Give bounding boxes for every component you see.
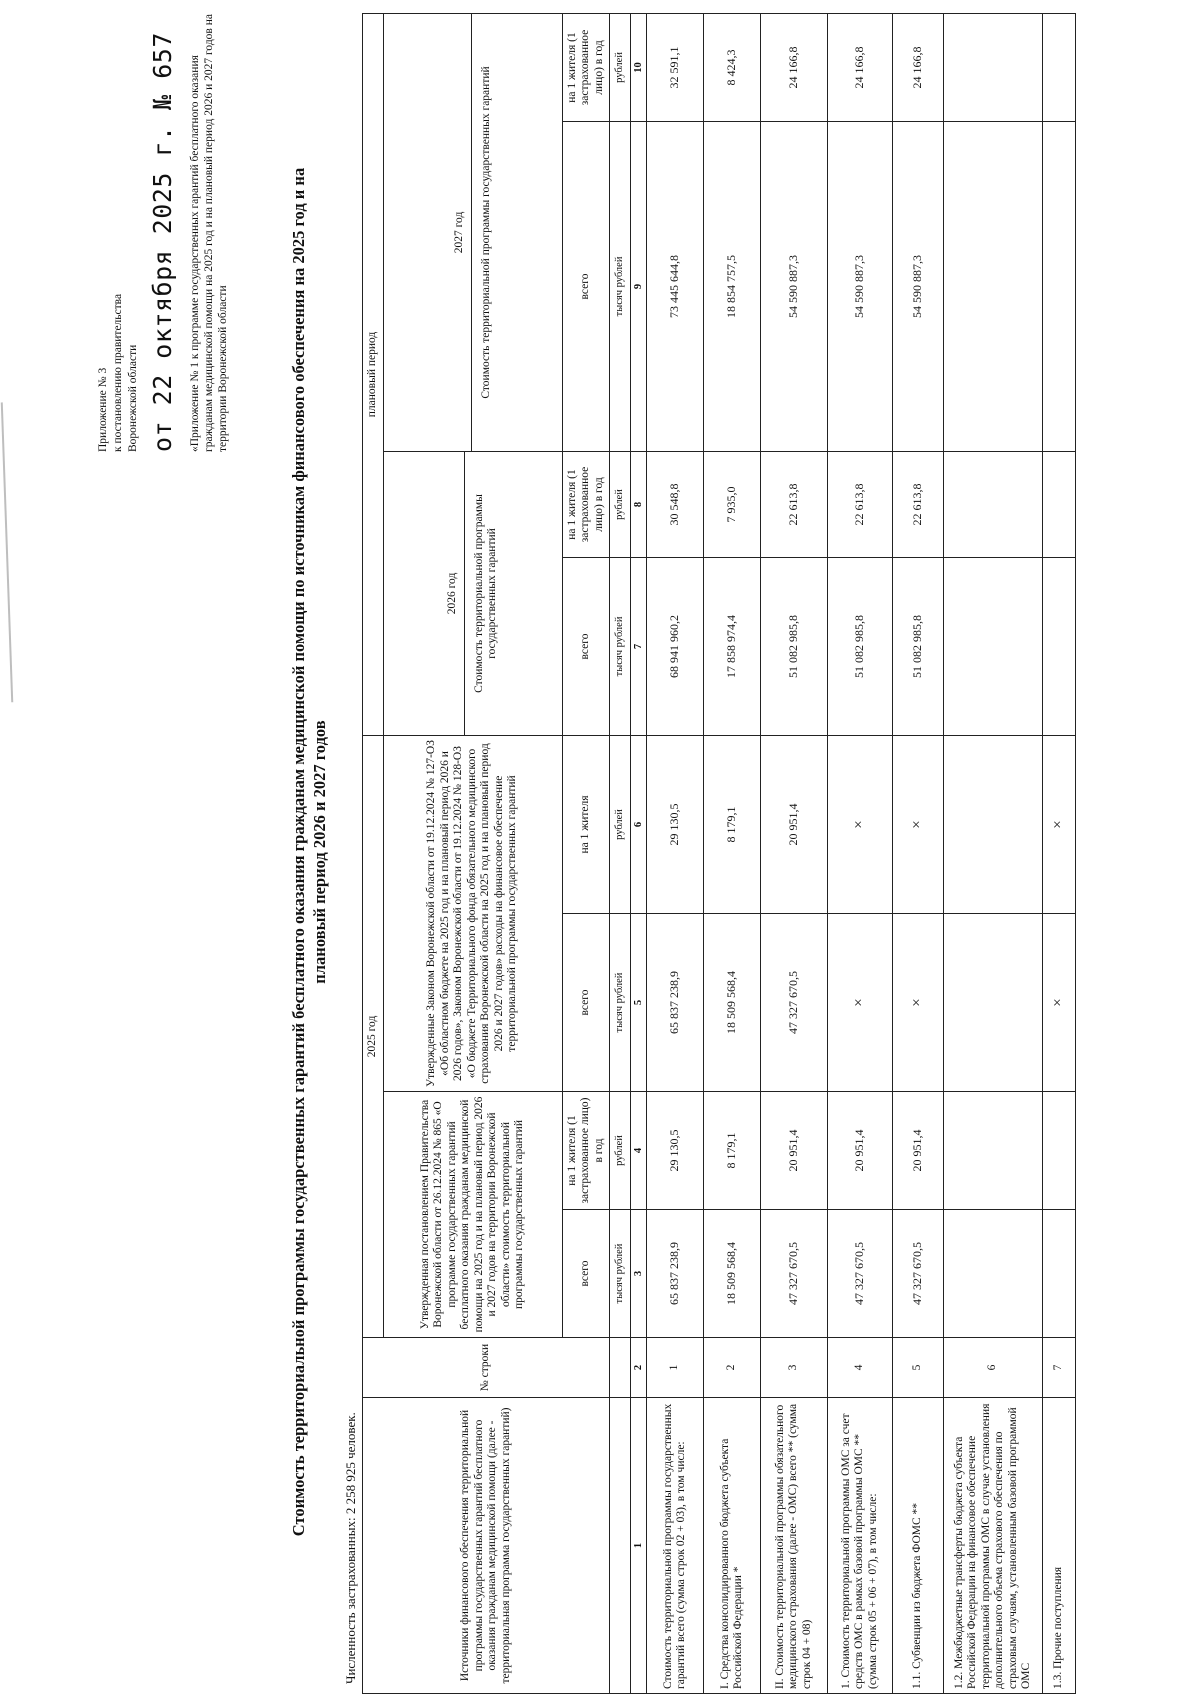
cell-value: 8 179,1 xyxy=(704,735,761,913)
cell-value: 54 590 887,3 xyxy=(761,121,828,451)
cell-value xyxy=(944,557,1043,735)
row-label: 1.1. Субвенции из бюджета ФОМС ** xyxy=(893,1398,944,1694)
cell-value: 18 854 757,5 xyxy=(704,121,761,451)
sub-per-insured: на 1 жителя (1 застрахованное лицо) в год xyxy=(562,451,610,557)
table-row xyxy=(761,13,828,1693)
sub-per-insured: на 1 жителя (1 застрахованное лицо) в год xyxy=(562,13,610,121)
unit-thousand: тысяч рублей xyxy=(610,121,631,451)
header-2025: 2025 год xyxy=(363,735,384,1337)
col-index: 2 xyxy=(630,1338,647,1398)
sub-total: всего xyxy=(562,557,610,735)
cell-value: × xyxy=(828,735,893,913)
scan-artifact-line xyxy=(1,402,31,703)
row-label: 1.3. Прочие поступления xyxy=(1043,1398,1076,1694)
cell-value: 51 082 985,8 xyxy=(761,557,828,735)
header-sources: Источники финансового обеспечения территориальной программы государственных гарантий бесплатного оказания гражданам медицинской помощи (далее - территориальная программа государственных гарантий) xyxy=(363,1398,610,1694)
sub-per-resident: на 1 жителя xyxy=(562,735,610,913)
cell-value: 8 179,1 xyxy=(704,1092,761,1210)
row-number: 2 xyxy=(704,1338,761,1398)
cell-value xyxy=(944,451,1043,557)
cell-value: 54 590 887,3 xyxy=(893,121,944,451)
row-label: 1. Стоимость территориальной программы ОМС за счет средств ОМС в рамках базовой программы ОМС ** (сумма строк 05 + 06 + 07), в том числе: xyxy=(828,1398,893,1694)
unit-rub: рублей xyxy=(610,451,631,557)
cell-value xyxy=(1043,121,1076,451)
cell-value: 32 591,1 xyxy=(647,13,704,121)
row-number: 7 xyxy=(1043,1338,1076,1398)
table-row xyxy=(828,13,893,1693)
col-index: 6 xyxy=(630,735,647,913)
cell-value: 51 082 985,8 xyxy=(828,557,893,735)
row-number: 5 xyxy=(893,1338,944,1398)
header-row-units xyxy=(610,13,631,1693)
appendix-line: Воронежской области xyxy=(127,344,139,452)
appendix2-line: «Приложение № 1 xyxy=(189,362,201,452)
header-row-years xyxy=(363,13,384,1693)
col-index: 8 xyxy=(630,451,647,557)
col-index: 10 xyxy=(630,13,647,121)
table-row xyxy=(704,13,761,1693)
insured-count: Численность застрахованных: 2 258 925 человек. xyxy=(343,1412,358,1684)
row-number: 4 xyxy=(828,1338,893,1398)
col-index: 1 xyxy=(630,1398,647,1694)
sub-total: всего xyxy=(562,914,610,1092)
cell-value: 68 941 960,2 xyxy=(647,557,704,735)
cell-value: 47 327 670,5 xyxy=(893,1210,944,1338)
unit-rub: рублей xyxy=(610,1092,631,1210)
cost-table-wrapper xyxy=(362,14,1076,1694)
row-label: Стоимость территориальной программы государственных гарантий всего (сумма строк 02 + 03), в том числе: xyxy=(647,1398,704,1694)
cell-value: 54 590 887,3 xyxy=(828,121,893,451)
appendix2-line: области xyxy=(217,285,229,324)
cell-value xyxy=(944,13,1043,121)
cell-value: 24 166,8 xyxy=(828,13,893,121)
header-approved-gov: Утвержденная постановлением Правительства Воронежской области от 26.12.2024 № 865 «О программе государственных гарантий бесплатного оказания гражданам медицинской помощи на 2025 год и на плановый период 2026 и 2027 годов на территории Воронежской области» стоимость территориальной программы государственных гарантий xyxy=(383,1092,562,1338)
row-number: 3 xyxy=(761,1338,828,1398)
table-row xyxy=(1043,13,1076,1693)
sub-per-insured: на 1 жителя (1 застрахованное лицо) в год xyxy=(562,1092,610,1210)
cell-value: 20 951,4 xyxy=(828,1092,893,1210)
col-index: 4 xyxy=(630,1092,647,1210)
header-row-indexes xyxy=(630,13,647,1693)
cell-value: 47 327 670,5 xyxy=(761,1210,828,1338)
cell-value: 22 613,8 xyxy=(893,451,944,557)
row-label: II. Стоимость территориальной программы обязательного медицинского страхования (далее - ОМС) всего ** (сумма строк 04 + 08) xyxy=(761,1398,828,1694)
cell-value xyxy=(944,914,1043,1092)
unit-thousand: тысяч рублей xyxy=(610,557,631,735)
cell-value: 20 951,4 xyxy=(893,1092,944,1210)
table-row xyxy=(647,13,704,1693)
table-row xyxy=(944,13,1043,1693)
cell-value: 22 613,8 xyxy=(828,451,893,557)
appendix-line: к постановлению правительства xyxy=(112,293,124,452)
cell-value xyxy=(1043,1092,1076,1210)
cell-value: × xyxy=(828,914,893,1092)
document-title: Стоимость территориальной программы государственных гарантий бесплатного оказания гражданам медицинской помощи по источникам финансового обеспечения на 2025 год и на плановый период 2026 и 2027 годов xyxy=(289,167,329,1537)
cell-value: 18 509 568,4 xyxy=(704,1210,761,1338)
sub-total: всего xyxy=(562,1210,610,1338)
header-approved-law: Утвержденные Законом Воронежской области от 19.12.2024 № 127-ОЗ «Об областном бюджете на 2025 год и на плановый период 2026 и 2026 годов», Законом Воронежской области от 19.12.2024 № 128-ОЗ «О бюджете Территориального фонда обязательного медицинского страхования Воронежской области на 2025 год и на плановый период 2026 и 2027 годов» расходы на финансовое обеспечение территориальной программы государственных гарантий xyxy=(383,735,562,1091)
header-2026: 2026 год xyxy=(442,452,465,735)
cell-value: 17 858 974,4 xyxy=(704,557,761,735)
cell-value: 65 837 238,9 xyxy=(647,1210,704,1338)
cell-value: 18 509 568,4 xyxy=(704,914,761,1092)
cell-value: 24 166,8 xyxy=(893,13,944,121)
header-row-number: № строки xyxy=(363,1338,610,1398)
cell-value: 20 951,4 xyxy=(761,735,828,913)
cell-value: 51 082 985,8 xyxy=(893,557,944,735)
cell-value xyxy=(944,1092,1043,1210)
unit-rub: рублей xyxy=(610,13,631,121)
appendix2-line: помощи на 2025 год и на плановый период 2026 и 2027 годов на территории Воронежской xyxy=(203,13,229,452)
col-index: 9 xyxy=(630,121,647,451)
unit-empty xyxy=(610,1398,631,1694)
row-number: 1 xyxy=(647,1338,704,1398)
cell-value xyxy=(944,121,1043,451)
cell-value: 73 445 644,8 xyxy=(647,121,704,451)
appendix-line: Приложение № 3 xyxy=(97,367,109,452)
cell-value: × xyxy=(893,914,944,1092)
cell-value: 8 424,3 xyxy=(704,13,761,121)
unit-empty xyxy=(610,1338,631,1398)
cell-value: 22 613,8 xyxy=(761,451,828,557)
cell-value: × xyxy=(893,735,944,913)
row-label: 1.2. Межбюджетные трансферты бюджета субъекта Российской Федерации на финансовое обеспечение территориальной программы ОМС в случае установления дополнительного объема страхового обеспечения по страховым случаям, установленным базовой программой ОМС xyxy=(944,1398,1043,1694)
cell-value xyxy=(1043,557,1076,735)
cell-value: 30 548,8 xyxy=(647,451,704,557)
cell-value xyxy=(944,735,1043,913)
decree-date-number: от 22 октября 2025 г. № 657 xyxy=(148,32,177,452)
unit-rub: рублей xyxy=(610,735,631,913)
cell-value xyxy=(1043,1210,1076,1338)
row-label: I. Средства консолидированного бюджета субъекта Российской Федерации * xyxy=(704,1398,761,1694)
cell-value: 20 951,4 xyxy=(761,1092,828,1210)
cell-value xyxy=(1043,13,1076,121)
header-cost-2026: Стоимость территориальной программы государственных гарантий xyxy=(472,494,499,693)
col-index: 5 xyxy=(630,914,647,1092)
header-2027: 2027 год xyxy=(449,14,472,451)
cell-value: × xyxy=(1043,914,1076,1092)
cell-value: × xyxy=(1043,735,1076,913)
col-index: 3 xyxy=(630,1210,647,1338)
cell-value: 29 130,5 xyxy=(647,1092,704,1210)
cell-value: 24 166,8 xyxy=(761,13,828,121)
header-cost-2027: Стоимость территориальной программы государственных гарантий xyxy=(479,66,492,399)
appendix-header xyxy=(96,12,141,452)
cell-value: 65 837 238,9 xyxy=(647,914,704,1092)
header-2027-block xyxy=(383,13,562,451)
unit-thousand: тысяч рублей xyxy=(610,1210,631,1338)
row-number: 6 xyxy=(944,1338,1043,1398)
table-row xyxy=(893,13,944,1693)
cell-value: 7 935,0 xyxy=(704,451,761,557)
cell-value: 47 327 670,5 xyxy=(761,914,828,1092)
cost-table xyxy=(362,13,1076,1694)
col-index: 7 xyxy=(630,557,647,735)
unit-thousand: тысяч рублей xyxy=(610,914,631,1092)
cell-value xyxy=(1043,451,1076,557)
header-2026-block xyxy=(383,451,562,735)
header-planning-period: плановый период xyxy=(363,13,384,735)
cell-value: 47 327 670,5 xyxy=(828,1210,893,1338)
cell-value: 29 130,5 xyxy=(647,735,704,913)
sub-total: всего xyxy=(562,121,610,451)
cell-value xyxy=(944,1210,1043,1338)
appendix-1-reference xyxy=(188,12,230,452)
appendix2-line: к программе государственных гарантий бесплатного оказания гражданам медицинской xyxy=(189,55,215,452)
